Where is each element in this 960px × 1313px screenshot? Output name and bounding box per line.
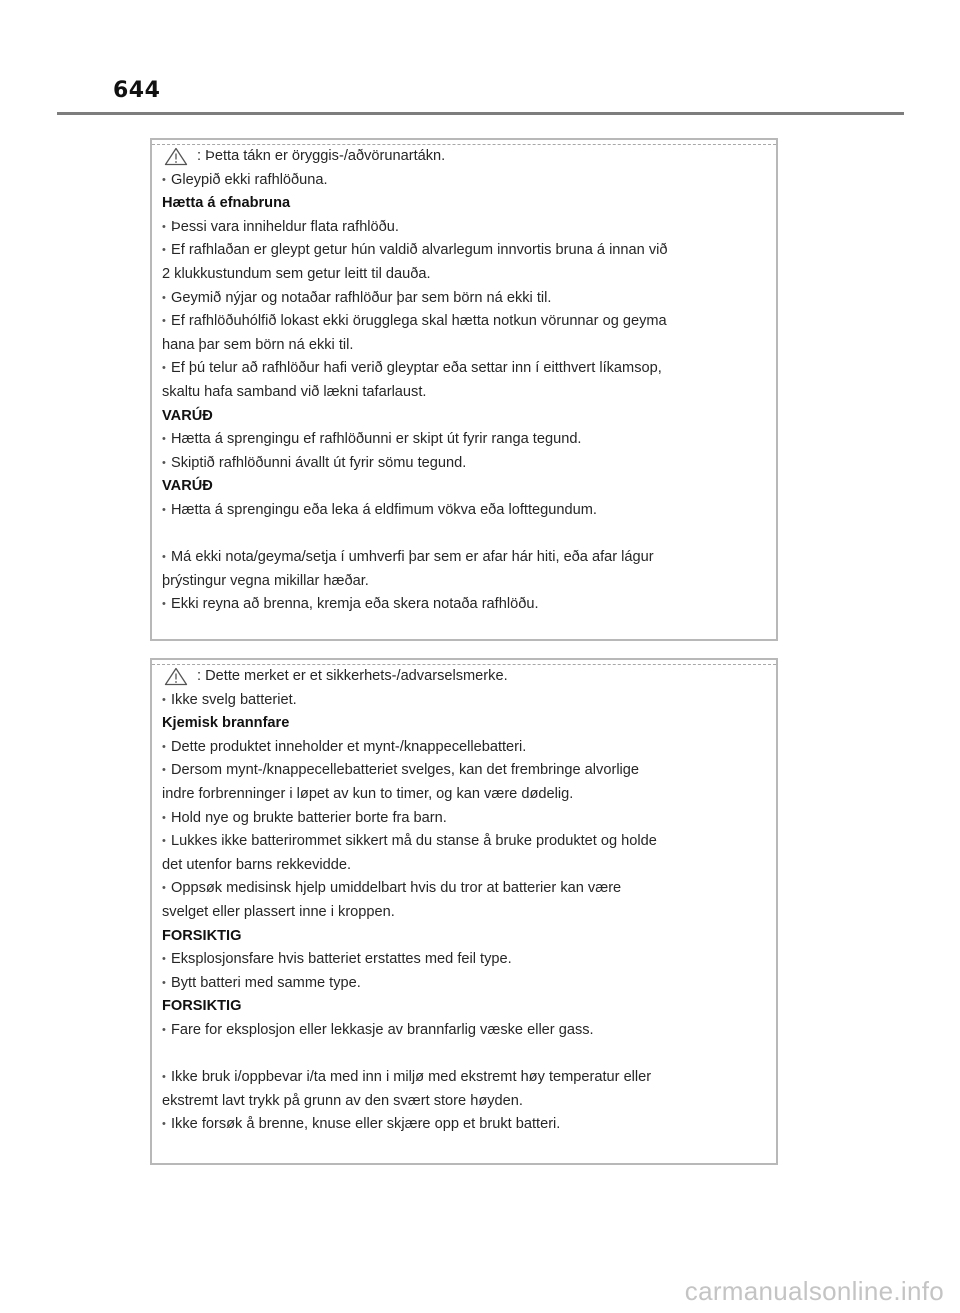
bullet-icon: • — [162, 220, 166, 233]
item-text: hana þar sem börn ná ekki til. — [162, 336, 354, 353]
bullet-continuation — [162, 381, 766, 405]
bullet-icon: • — [162, 173, 166, 186]
item-text: Ikke bruk i/oppbevar i/ta med inn i miljø med ekstremt høy temperatur eller — [171, 1069, 652, 1086]
bullet-continuation — [162, 783, 766, 807]
bullet-icon: • — [162, 1071, 166, 1084]
bullet-icon: • — [162, 835, 166, 848]
item-text: Fare for eksplosjon eller lekkasje av brannfarlig væske eller gass. — [171, 1021, 594, 1038]
bullet-item — [162, 948, 766, 972]
bullet-icon: • — [162, 693, 166, 706]
item-text: Bytt batteri med samme type. — [171, 974, 361, 991]
bullet-item — [162, 1113, 766, 1137]
bullet-item — [162, 689, 766, 713]
symbol-line-norwegian — [162, 665, 766, 689]
section-heading: Kjemisk brannfare — [162, 715, 290, 732]
item-text: Ikke forsøk å brenne, knuse eller skjære opp et brukt batteri. — [171, 1116, 561, 1133]
bullet-continuation — [162, 570, 766, 594]
bullet-item — [162, 216, 766, 240]
section-heading: FORSIKTIG — [162, 927, 242, 944]
bullet-continuation — [162, 263, 766, 287]
header-rule — [57, 112, 904, 115]
bullet-icon: • — [162, 740, 166, 753]
bullet-item — [162, 239, 766, 263]
bullet-item — [162, 830, 766, 854]
bullet-icon: • — [162, 244, 166, 257]
bullet-item — [162, 593, 766, 617]
symbol-explanation: : Þetta tákn er öryggis-/aðvörunartákn. — [197, 148, 446, 164]
bullet-item — [162, 759, 766, 783]
item-text: Ef þú telur að rafhlöður hafi verið gleyptar eða settar inn í eitthvert líkamsop, — [171, 360, 662, 377]
item-text: Oppsøk medisinsk hjelp umiddelbart hvis du tror at batterier kan være — [171, 880, 622, 897]
bullet-item — [162, 1066, 766, 1090]
bullet-item — [162, 499, 766, 523]
section-heading: FORSIKTIG — [162, 998, 242, 1015]
bullet-icon: • — [162, 953, 166, 966]
item-text: Skiptið rafhlöðunni ávallt út fyrir sömu tegund. — [171, 454, 467, 471]
item-text: indre forbrenninger i løpet av kun to timer, og kan være dødelig. — [162, 785, 574, 802]
item-text: Lukkes ikke batterirommet sikkert må du stanse å bruke produktet og holde — [171, 833, 657, 850]
bullet-continuation — [162, 901, 766, 925]
bullet-continuation — [162, 334, 766, 358]
bullet-icon: • — [162, 456, 166, 469]
item-text: Hætta á sprengingu eða leka á eldfimum vökva eða lofttegundum. — [171, 501, 597, 518]
symbol-line-icelandic — [162, 145, 766, 169]
bullet-icon: • — [162, 433, 166, 446]
bullet-icon: • — [162, 811, 166, 824]
item-text: ekstremt lavt trykk på grunn av den svært store høyden. — [162, 1092, 523, 1109]
item-text: svelget eller plassert inne i kroppen. — [162, 903, 395, 920]
section-heading: VARÚÐ — [162, 407, 213, 424]
warning-box-norwegian — [150, 658, 778, 1165]
bullet-item — [162, 287, 766, 311]
bullet-item — [162, 428, 766, 452]
blank-line — [162, 523, 766, 547]
item-text: Geymið nýjar og notaðar rafhlöður þar sem börn ná ekki til. — [171, 289, 552, 306]
item-text: Þessi vara inniheldur flata rafhlöðu. — [171, 218, 399, 235]
bullet-icon: • — [162, 1118, 166, 1131]
bullet-continuation — [162, 854, 766, 878]
bullet-icon: • — [162, 503, 166, 516]
item-text: skaltu hafa samband við lækni tafarlaust. — [162, 383, 427, 400]
bullet-icon: • — [162, 315, 166, 328]
item-text: þrýstingur vegna mikillar hæðar. — [162, 572, 369, 589]
bullet-icon: • — [162, 882, 166, 895]
bullet-item — [162, 452, 766, 476]
symbol-explanation: : Dette merket er et sikkerhets-/advarselsmerke. — [197, 668, 508, 684]
item-text: Hold nye og brukte batterier borte fra barn. — [171, 809, 447, 826]
bullet-icon: • — [162, 1023, 166, 1036]
warning-triangle-icon — [164, 667, 188, 686]
bullet-icon: • — [162, 362, 166, 375]
blank-line — [162, 1043, 766, 1067]
item-text: det utenfor barns rekkevidde. — [162, 856, 352, 873]
item-text: Ef rafhlöðuhólfið lokast ekki örugglega skal hætta notkun vörunnar og geyma — [171, 313, 667, 330]
bullet-item — [162, 357, 766, 381]
watermark: carmanualsonline.info — [684, 1276, 944, 1306]
item-text: Hætta á sprengingu ef rafhlöðunni er skipt út fyrir ranga tegund. — [171, 431, 582, 448]
bullet-item — [162, 1019, 766, 1043]
bullet-icon: • — [162, 764, 166, 777]
item-text: 2 klukkustundum sem getur leitt til dauða. — [162, 265, 431, 282]
section-heading: Hætta á efnabruna — [162, 195, 291, 212]
bullet-item — [162, 310, 766, 334]
warning-triangle-icon — [164, 147, 188, 166]
bullet-item — [162, 546, 766, 570]
lines-norwegian — [162, 689, 766, 1137]
bullet-item — [162, 736, 766, 760]
item-text: Dette produktet inneholder et mynt-/knappecellebatteri. — [171, 738, 527, 755]
bullet-item — [162, 972, 766, 996]
bullet-continuation — [162, 1090, 766, 1114]
section-heading: VARÚÐ — [162, 478, 213, 495]
item-text: Gleypið ekki rafhlöðuna. — [171, 171, 328, 188]
page-number: 644 — [113, 78, 161, 103]
bullet-item — [162, 877, 766, 901]
lines-icelandic — [162, 169, 766, 617]
item-text: Ef rafhlaðan er gleypt getur hún valdið alvarlegum innvortis bruna á innan við — [171, 242, 668, 259]
warning-box-icelandic — [150, 138, 778, 641]
item-text: Má ekki nota/geyma/setja í umhverfi þar sem er afar hár hiti, eða afar lágur — [171, 549, 654, 566]
item-text: Ikke svelg batteriet. — [171, 691, 297, 708]
bullet-icon: • — [162, 291, 166, 304]
bullet-item — [162, 169, 766, 193]
item-text: Ekki reyna að brenna, kremja eða skera notaða rafhlöðu. — [171, 596, 539, 613]
bullet-item — [162, 807, 766, 831]
item-text: Eksplosjonsfare hvis batteriet erstattes med feil type. — [171, 951, 512, 968]
bullet-icon: • — [162, 976, 166, 989]
bullet-icon: • — [162, 598, 166, 611]
item-text: Dersom mynt-/knappecellebatteriet svelges, kan det frembringe alvorlige — [171, 762, 640, 779]
bullet-icon: • — [162, 551, 166, 564]
